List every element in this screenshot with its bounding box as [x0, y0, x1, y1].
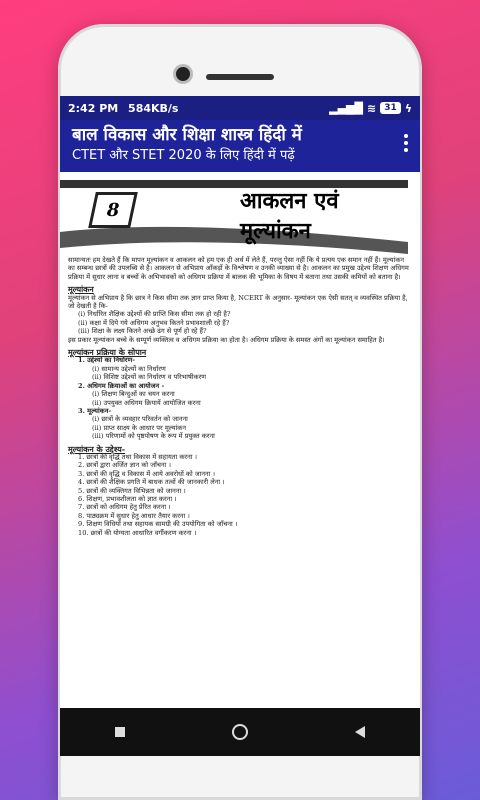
list-item: (ii) विशिष्ट उद्देश्यों का निर्धारण व परिभाषीकरण [92, 373, 207, 382]
list-item: (ii) कक्षा में दिये गये अधिगम अनुभव कितने प्रभावशाली रहे हैं? [78, 318, 230, 327]
chapter-banner [60, 178, 420, 256]
navigation-bar [60, 708, 420, 756]
section-heading: मूल्यांकन के उद्देश्य- [68, 443, 126, 454]
status-bar [60, 96, 420, 120]
charging-icon: ϟ [404, 101, 412, 115]
list-item: 8. पाठ्यक्रम में सुधार हेतु आधार तैयार करना । [78, 511, 190, 520]
app-bar [60, 120, 420, 172]
list-item: 5. छात्रों की व्यक्तिगत विभिन्नता को जानना । [78, 486, 186, 495]
section-paragraph: इस प्रकार मूल्यांकन बच्चे के सम्पूर्ण व्यक्तित्व व अधिगम प्रक्रिया का होता है। अधिगम प्रक्रिया के समस्त अंगों का मूल्यांकन समाहित है। [68, 335, 385, 344]
home-button[interactable] [220, 712, 260, 752]
chapter-title: आकलन एवं मूल्यांकन [240, 188, 339, 244]
list-item: 4. छात्रों की शैक्षिक प्रगति में बाधक तत्वों की जानकारी लेना । [78, 478, 225, 487]
device-screen [60, 96, 420, 708]
list-item: 1. छात्रों की वृद्धि तथा विकास में सहायता करना । [78, 452, 198, 461]
list-item: 10. छात्रों की योग्यता आधारित वर्गीकरण करना । [78, 528, 197, 537]
step-title: 2. अधिगम क्रियाओं का आयोजन - [78, 381, 165, 390]
list-item: 2. छात्रों द्वारा अर्जित ज्ञान को जाँचना । [78, 461, 171, 470]
back-triangle-icon [355, 726, 365, 738]
list-item: 6. शिक्षण, प्रभावशीलता को ज्ञात करना । [78, 494, 177, 503]
wifi-icon: ≋ [366, 101, 377, 115]
list-item: (i) छात्रों के व्यवहार परिवर्तन को जानना [92, 415, 188, 424]
battery-icon: 31 [380, 102, 401, 114]
network-speed: 584KB/s [128, 101, 179, 115]
step-title: 3. मूल्यांकन- [78, 406, 112, 415]
list-item: 7. छात्रों को अधिगम हेतु प्रेरित करना । [78, 503, 171, 512]
section-heading: मूल्यांकन प्रक्रिया के सोपान [68, 347, 147, 358]
list-item: (ii) उपयुक्त अधिगम क्रियायें आयोजित करना [92, 398, 201, 407]
step-title: 1. उद्देश्यों का निर्धारण- [78, 356, 136, 365]
earpiece-speaker [206, 74, 274, 80]
section-heading: मूल्यांकन [68, 284, 94, 295]
status-time: 2:42 PM [68, 101, 119, 115]
page-body [60, 256, 420, 537]
front-camera-icon [176, 67, 190, 81]
list-item: (ii) प्राप्त साक्ष्य के आधार पर मूल्यांकन [92, 423, 187, 432]
app-subtitle: CTET और STET 2020 के लिए हिंदी में पढ़ें [72, 148, 295, 163]
list-item: 9. शिक्षण विधियों तथा सहायक सामग्री की उपयोगिता को जाँचना । [78, 520, 238, 529]
list-item: (iii) परिणामों को पृष्ठपोषण के रूप में प्रयुक्त करना [92, 432, 215, 441]
list-item: (i) सामान्य उद्देश्यों का निर्धारण [92, 364, 166, 373]
intro-paragraph: सामान्यतः हम देखते हैं कि मापन मूल्यांकन व आकलन को हम एक ही अर्थ में लेते हैं, परन्तु ऐसा नहीं कि ये प्रत्यय एक समान नहीं हैं। मूल्यांकन का सम्बन्ध छात्रों की उपलब्धि से है। आकलन से अभिप्राय आँकड़ों के विश्लेषण व उनकी व्याख्या से है। आकलन का प्रमुख उद्देश्य शिक्षण अधिगम प्रक्रिया में सुधार लाना व बच्चों के अभिभावकों को अधिगम प्रक्रिया में बालक की भूमिका के विषय में बताना तथा उसकी कमियों को बताना है। [68, 256, 409, 281]
app-title: बाल विकास और शिक्षा शास्त्र हिंदी में [72, 125, 302, 145]
section-paragraph: मूल्यांकन से अभिप्राय है कि छात्र ने किस सीमा तक ज्ञान प्राप्त किया है, NCERT के अनुसार- मूल्यांकन एक ऐसी सतत् व व्यवस्थित प्रक्रिया है, जो देखती है कि- [68, 293, 408, 311]
list-item: (i) निर्धारित शैक्षिक उद्देश्यों की प्राप्ति किस सीमा तक हो रही है? [78, 310, 231, 319]
list-item: (iii) शिक्षा के लक्ष्य कितने अच्छे ढंग से पूर्ण हो रहे हैं? [78, 327, 207, 336]
document-page[interactable] [60, 172, 420, 708]
list-item: 3. छात्रों की वृद्धि व विकास में आये अवरोधों को जानना । [78, 469, 215, 478]
signal-icon: ▂▄▆█ [329, 101, 363, 115]
back-button[interactable] [340, 712, 380, 752]
list-item: (i) शिक्षण बिन्दुओं का चयन करना [92, 390, 175, 399]
chapter-number: 8 [88, 192, 138, 228]
circle-icon [232, 724, 248, 740]
recents-button[interactable] [100, 712, 140, 752]
overflow-menu-icon[interactable] [404, 134, 410, 152]
square-icon [115, 727, 125, 737]
